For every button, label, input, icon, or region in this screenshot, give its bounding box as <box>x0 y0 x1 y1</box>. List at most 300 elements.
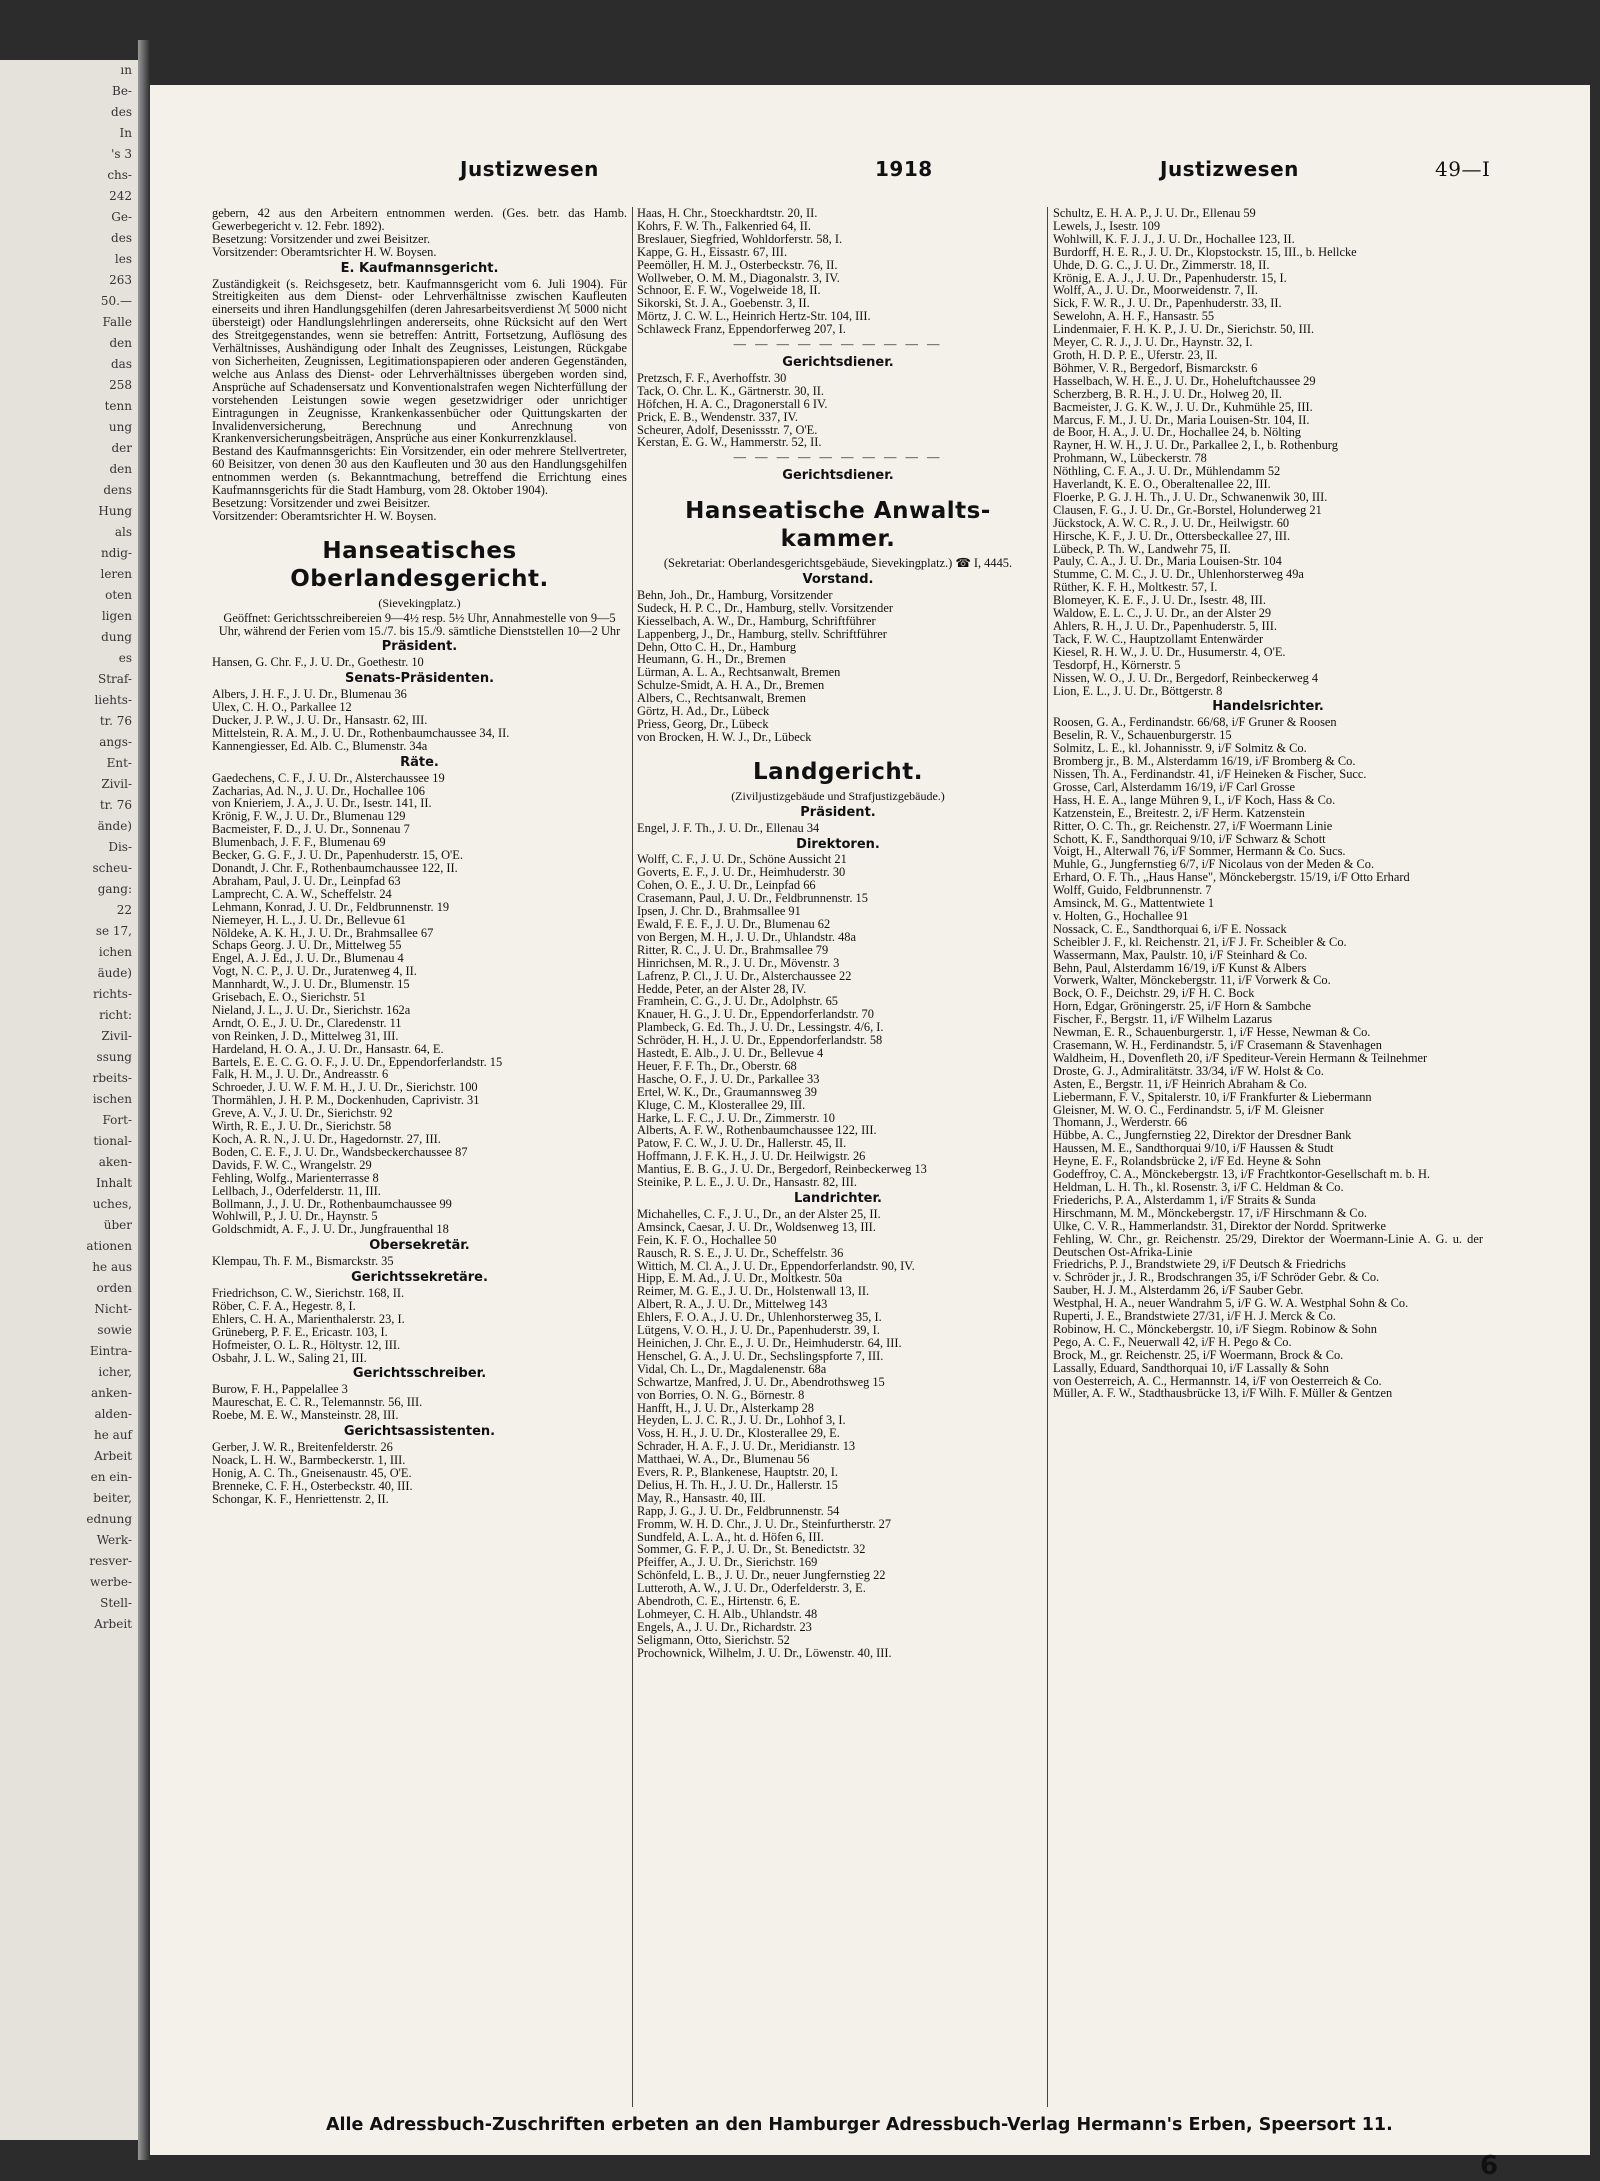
list-entry: Haas, H. Chr., Stoeckhardtstr. 20, II. <box>637 206 818 220</box>
list-entry: Roosen, G. A., Ferdinandstr. 66/68, i/F Gruner & Roosen <box>1053 715 1337 730</box>
list-entry: Vorsitzender: Oberamtsrichter H. W. Boysen. <box>212 508 437 523</box>
prev-page-fragment: Falle <box>102 315 132 329</box>
list-entry: Knauer, H. G., J. U. Dr., Eppendorferlandstr. 70 <box>637 1007 874 1022</box>
list-entry: Solmitz, L. E., kl. Johannisstr. 9, i/F Solmitz & Co. <box>1053 741 1307 756</box>
list-entry: Grüneberg, P. F. E., Ericastr. 103, I. <box>212 1324 388 1339</box>
list-entry: Schongar, K. F., Henriettenstr. 2, II. <box>212 1491 389 1506</box>
list-entry: Osbahr, J. L. W., Saling 21, III. <box>212 1350 367 1365</box>
list-entry: Erhard, O. F. Th., „Haus Hanse", Mönckebergstr. 15/19, i/F Otto Erhard <box>1053 870 1410 885</box>
list-entry: Ipsen, J. Chr. D., Brahmsallee 91 <box>637 904 801 919</box>
prev-page-fragment: ischen <box>92 1092 132 1106</box>
list-entry: Nissen, Th. A., Ferdinandstr. 41, i/F Heineken & Fischer, Succ. <box>1053 766 1367 781</box>
list-entry: Kerstan, E. G. W., Hammerstr. 52, II. <box>637 435 822 450</box>
running-header <box>210 157 1540 189</box>
column-3 <box>1053 207 1483 2117</box>
prev-page-fragment: 258 <box>109 378 132 392</box>
header-right: Justizwesen <box>1160 157 1299 181</box>
prev-page-fragment: den <box>109 462 132 476</box>
list-entry: Wolff, Guido, Feldbrunnenstr. 7 <box>1053 883 1212 898</box>
prev-page-fragment: Zivil- <box>101 1029 132 1043</box>
list-entry: Kappe, G. H., Eissastr. 67, III. <box>637 244 788 259</box>
list-entry: Nöthling, C. F. A., J. U. Dr., Mühlendamm 52 <box>1053 464 1281 479</box>
list-entry: Heuer, F. F. Th., Dr., Oberstr. 68 <box>637 1058 797 1073</box>
list-entry: Blumenbach, J. F. F., Blumenau 69 <box>212 835 386 850</box>
list-entry: Schröder, H. H., J. U. Dr., Eppendorferlandstr. 58 <box>637 1033 883 1048</box>
prev-page-fragment: dung <box>101 630 132 644</box>
prev-page-fragment: richts- <box>92 987 132 1001</box>
list-entry: Lübeck, P. Th. W., Landwehr 75, II. <box>1053 541 1231 556</box>
list-entry: Amsinck, M. G., Mattentwiete 1 <box>1053 896 1215 911</box>
note: (Sekretariat: Oberlandesgerichtsgebäude, Sievekingplatz.) ☎ I, 4445. <box>663 556 1013 571</box>
list-entry: von Reinken, J. D., Mittelweg 31, III. <box>212 1028 399 1043</box>
list-entry: Liebermann, F. V., Spitalerstr. 10, i/F Frankfurter & Liebermann <box>1053 1089 1372 1104</box>
list-entry: Vidal, Ch. L., Dr., Magdalenenstr. 68a <box>637 1361 827 1376</box>
list-entry: Framhein, C. G., J. U. Dr., Adolphstr. 65 <box>637 994 839 1009</box>
list-entry: Steinike, P. L. E., J. U. Dr., Hansastr. 82, III. <box>637 1175 857 1190</box>
column-1 <box>212 207 627 2117</box>
list-entry: Kluge, C. M., Klosterallee 29, III. <box>637 1097 806 1112</box>
list-entry: Goldschmidt, A. F., J. U. Dr., Jungfrauenthal 18 <box>212 1222 449 1237</box>
list-entry: Nossack, C. E., Sandthorquai 6, i/F E. Nossack <box>1053 921 1287 936</box>
prev-page-fragment: der <box>111 441 132 455</box>
prev-page-fragment: ın <box>120 63 132 77</box>
prev-page-fragment: Ge- <box>111 210 132 224</box>
prev-page-fragment: orden <box>96 1281 132 1295</box>
list-entry: Lion, E. L., J. U. Dr., Böttgerstr. 8 <box>1053 683 1223 698</box>
list <box>212 497 627 523</box>
prev-page-fragment: Werk- <box>96 1533 132 1547</box>
list-entry: Brock, M., gr. Reichenstr. 25, i/F Woermann, Brock & Co. <box>1053 1347 1344 1362</box>
list-entry: Lellbach, J., Oderfelderstr. 11, III. <box>212 1183 381 1198</box>
prev-page-fragment: icher, <box>98 1365 132 1379</box>
list-entry: Fischer, F., Bergstr. 11, i/F Wilhelm Lazarus <box>1053 1012 1273 1027</box>
column-rule <box>1047 207 1048 2107</box>
subsection-heading: Präsident. <box>800 804 876 820</box>
list-entry: Kiesselbach, A. W., Dr., Hamburg, Schriftführer <box>637 613 876 628</box>
prev-page-fragment: anken- <box>90 1386 132 1400</box>
list-entry: Sundfeld, A. L. A., ht. d. Höfen 6, III. <box>637 1529 824 1544</box>
list-entry: Hoffmann, J. F. K. H., J. U. Dr. Heilwigstr. 26 <box>637 1149 866 1164</box>
list <box>637 822 1039 835</box>
list-entry: Stumme, C. M. C., J. U. Dr., Uhlenhorsterweg 49a <box>1053 567 1304 582</box>
list-entry: Haverlandt, K. E. O., Oberaltenallee 22, III. <box>1053 477 1271 492</box>
list-entry: Hastedt, E. Alb., J. U. Dr., Bellevue 4 <box>637 1046 824 1061</box>
prev-page-fragment: chs- <box>107 168 132 182</box>
list-entry: Röber, C. F. A., Hegestr. 8, I. <box>212 1298 356 1313</box>
list-entry: Pfeiffer, A., J. U. Dr., Sierichstr. 169 <box>637 1555 818 1570</box>
list-entry: Schönfeld, L. B., J. U. Dr., neuer Jungfernstieg 22 <box>637 1568 886 1583</box>
list-entry: Crasemann, Paul, J. U. Dr., Feldbrunnenstr. 15 <box>637 891 868 906</box>
list-entry: Schwartze, Manfred, J. U. Dr., Abendrothsweg 15 <box>637 1374 885 1389</box>
list <box>637 589 1039 744</box>
list-entry: Goverts, E. F., J. U. Dr., Heimhuderstr. 30 <box>637 865 846 880</box>
prev-page-fragment: ung <box>108 420 132 434</box>
prev-page-fragment: oten <box>105 588 132 602</box>
note: (Ziviljustizgebäude und Strafjustizgebäude.) <box>731 788 945 803</box>
list-entry: Abendroth, C. E., Hirtenstr. 6, E. <box>637 1594 801 1609</box>
list <box>212 1441 627 1506</box>
list-entry: Hinrichsen, M. R., J. U. Dr., Mövenstr. 3 <box>637 955 840 970</box>
list-entry: Prochownick, Wilhelm, J. U. Dr., Löwenstr. 40, III. <box>637 1645 892 1660</box>
major-heading <box>637 497 1039 553</box>
list-entry: Kiesel, R. H. W., J. U. Dr., Husumerstr. 4, O'E. <box>1053 644 1286 659</box>
list-entry: Tesdorpf, H., Körnerstr. 5 <box>1053 657 1181 672</box>
list-entry: Tack, O. Chr. L. K., Gärtnerstr. 30, II. <box>637 383 825 398</box>
list-entry: Asten, E., Bergstr. 11, i/F Heinrich Abraham & Co. <box>1053 1076 1307 1091</box>
list-entry: Scheurer, Adolf, Desenissstr. 7, O'E. <box>637 422 818 437</box>
list-entry: Priess, Georg, Dr., Lübeck <box>637 717 769 731</box>
list-entry: Marcus, F. M., J. U. Dr., Maria Louisen-Str. 104, II. <box>1053 412 1310 427</box>
prev-page-fragment: tr. 76 <box>99 798 132 812</box>
list-entry: von Bergen, M. H., J. U. Dr., Uhlandstr. 48a <box>637 929 857 944</box>
subsection-heading: Gerichtsschreiber. <box>352 1366 487 1382</box>
list-entry: Sauber, H. J. M., Alsterdamm 26, i/F Sauber Gebr. <box>1053 1283 1304 1298</box>
separator: — — — — — — — — — — <box>733 337 943 352</box>
prev-page-fragment: gang: <box>97 882 132 896</box>
note: (Sievekingplatz.) <box>378 595 461 610</box>
list-entry: Ritter, R. C., J. U. Dr., Brahmsallee 79 <box>637 942 829 957</box>
list-entry: Schultz, E. H. A. P., J. U. Dr., Ellenau 59 <box>1053 206 1256 220</box>
list-entry: Pego, A. C. F., Neuerwall 42, i/F H. Pego & Co. <box>1053 1334 1292 1349</box>
list-entry: Robinow, H. C., Mönckebergstr. 10, i/F Siegm. Robinow & Sohn <box>1053 1321 1377 1336</box>
list-entry: Wollweber, O. M. M., Diagonalstr. 3, IV. <box>637 270 840 285</box>
prev-page-fragment: Inhalt <box>95 1176 132 1190</box>
list-entry: Seligmann, Otto, Sierichstr. 52 <box>637 1632 790 1647</box>
subsection-heading: Vorstand. <box>802 572 874 588</box>
list-entry: Godeffroy, C. A., Mönckebergstr. 13, i/F Frachtkontor-Gesellschaft m. b. H. <box>1053 1167 1431 1182</box>
list-entry: Lassally, Eduard, Sandthorquai 10, i/F Lassally & Sohn <box>1053 1360 1329 1375</box>
list-entry: Lohmeyer, C. H. Alb., Uhlandstr. 48 <box>637 1607 818 1621</box>
prev-page-fragment: uches, <box>92 1197 132 1211</box>
list-entry: Ehlers, F. O. A., J. U. Dr., Uhlenhorsterweg 35, I. <box>637 1310 882 1325</box>
prev-page-fragment: richt: <box>99 1008 132 1022</box>
list-entry: Wohlwill, P., J. U. Dr., Haynstr. 5 <box>212 1209 378 1224</box>
prev-page-fragment: 242 <box>109 189 132 203</box>
list-entry: Wolff, C. F., J. U. Dr., Schöne Aussicht 21 <box>637 852 847 867</box>
list-entry: Patow, F. C. W., J. U. Dr., Hallerstr. 45, II. <box>637 1136 847 1151</box>
list-entry: Lafrenz, P. Cl., J. U. Dr., Alsterchaussee 22 <box>637 968 852 983</box>
list-entry: v. Schröder jr., J. R., Brodschrangen 35, i/F Schröder Gebr. & Co. <box>1053 1270 1380 1285</box>
list-entry: Bollmann, J., J. U. Dr., Rothenbaumchaussee 99 <box>212 1196 452 1211</box>
list-entry: Delius, H. Th. H., J. U. Dr., Hallerstr. 15 <box>637 1477 838 1492</box>
list <box>1053 716 1483 1400</box>
list-entry: Krönig, E. A. J., J. U. Dr., Papenhuderstr. 15, I. <box>1053 270 1287 285</box>
list-entry: Hansen, G. Chr. F., J. U. Dr., Goethestr. 10 <box>212 655 424 670</box>
list-entry: Boden, C. E. F., J. U. Dr., Wandsbeckerchaussee 87 <box>212 1144 468 1159</box>
prev-page-fragment: sowie <box>97 1323 132 1337</box>
list-entry: Grisebach, E. O., Sierichstr. 51 <box>212 990 366 1005</box>
prev-page-fragment: liehts- <box>94 693 132 707</box>
list-entry: Blomeyer, K. E. F., J. U. Dr., Isestr. 48, III. <box>1053 593 1266 608</box>
page-number: 49—I <box>1435 157 1491 181</box>
list-entry: Rapp, J. G., J. U. Dr., Feldbrunnenstr. 54 <box>637 1503 840 1518</box>
list-entry: Horn, Edgar, Gröningerstr. 25, i/F Horn & Sambche <box>1053 999 1311 1014</box>
opening-hours: Geöffnet: Gerichtsschreibereien 9—4½ resp. 5½ Uhr, Annahmestelle von 9—5 Uhr, während der Ferien vom 15./7. bis 15./9. sämtliche Dienststellen 10—2 Uhr <box>218 610 621 638</box>
list-entry: Lindenmaier, F. H. K. P., J. U. Dr., Sierichstr. 50, III. <box>1053 322 1315 337</box>
list-entry: Wirth, R. E., J. U. Dr., Sierichstr. 58 <box>212 1119 392 1134</box>
list-entry: Gerber, J. W. R., Breitenfelderstr. 26 <box>212 1439 393 1454</box>
list-entry: Sikorski, St. J. A., Goebenstr. 3, II. <box>637 296 810 311</box>
subsection-heading: Handelsrichter. <box>1212 699 1324 715</box>
list-entry: Dehn, Otto C. H., Dr., Hamburg <box>637 639 797 654</box>
list-entry: Fehling, W. Chr., gr. Reichenstr. 25/29, Direktor der Woermann-Linie A. G. u. der Deutschen Ost-Afrika-Linie <box>1053 1231 1483 1259</box>
prev-page-fragment: 50.— <box>100 294 132 308</box>
list-entry: Lehmann, Konrad, J. U. Dr., Feldbrunnenstr. 19 <box>212 899 450 914</box>
list-entry: Schnoor, E. F. W., Vogelweide 18, II. <box>637 283 821 298</box>
list-entry: Peemöller, H. M. J., Osterbeckstr. 76, II. <box>637 257 838 272</box>
list-entry: Kannengiesser, Ed. Alb. C., Blumenstr. 34a <box>212 738 428 753</box>
list-entry: Amsinck, Caesar, J. U. Dr., Woldsenweg 13, III. <box>637 1219 876 1234</box>
list-entry: Reimer, M. G. E., J. U. Dr., Holstenwall 13, II. <box>637 1284 870 1299</box>
list-entry: Grosse, Carl, Alsterdamm 16/19, i/F Carl Grosse <box>1053 779 1295 794</box>
list-entry: Davids, F. W. C., Wrangelstr. 29 <box>212 1157 372 1172</box>
prev-page-fragment: als <box>114 525 132 539</box>
list-entry: Voss, H. H., J. U. Dr., Klosterallee 29, E. <box>637 1426 840 1441</box>
prev-page-fragment: alden- <box>94 1407 132 1421</box>
prev-page-fragment: rbeits- <box>92 1071 132 1085</box>
section-heading: E. Kaufmannsgericht. <box>340 260 499 276</box>
list-entry: Ertel, W. K., Dr., Graumannsweg 39 <box>637 1084 817 1099</box>
list-entry: Müller, A. F. W., Stadthausbrücke 13, i/F Wilh. F. Müller & Gentzen <box>1053 1386 1393 1401</box>
list-entry: Hofmeister, O. L. R., Höltystr. 12, III. <box>212 1337 401 1352</box>
prev-page-fragment: ationen <box>86 1239 132 1253</box>
major-heading-line: Hanseatisches <box>322 537 517 564</box>
list-entry: Engel, J. F. Th., J. U. Dr., Ellenau 34 <box>637 820 820 835</box>
page <box>150 85 1590 2181</box>
list <box>212 1383 627 1422</box>
list-entry: Clausen, F. G., J. U. Dr., Gr.-Borstel, Holunderweg 21 <box>1053 502 1322 517</box>
prev-page-fragment: Be- <box>112 84 132 98</box>
list-entry: Becker, G. G. F., J. U. Dr., Papenhuderstr. 15, O'E. <box>212 848 463 863</box>
list-entry: Ducker, J. P. W., J. U. Dr., Hansastr. 62, III. <box>212 713 428 727</box>
list-entry: Haussen, M. E., Sandthorquai 9/10, i/F Haussen & Studt <box>1053 1141 1334 1156</box>
list-entry: Hirsche, K. F., J. U. Dr., Ottersbeckallee 27, III. <box>1053 528 1291 543</box>
list-entry: May, R., Hansastr. 40, III. <box>637 1490 766 1505</box>
prev-page-fragment: resver- <box>89 1554 132 1568</box>
gewerbegericht-tail: gebern, 42 aus den Arbeitern entnommen werden. (Ges. betr. das Hamb. Gewerbegericht v. 12. Febr. 1892). <box>212 206 627 233</box>
list-entry: Meyer, C. R. J., J. U. Dr., Haynstr. 32, I. <box>1053 335 1253 350</box>
paragraph: Bestand des Kaufmannsgerichts: Ein Vorsitzender, ein oder mehrere Stellvertreter, 60 Beisitzer, von denen 30 aus den Kaufleuten und 30 aus den Handlungsgehilfen entnommen werden (s. Bekanntmachung, betreffend die Errichtung eines Kaufmannsgerichts für die Stadt Hamburg, vom 28. Oktober 1904). <box>212 444 627 498</box>
list-entry: Maureschat, E. C. R., Telemannstr. 56, III. <box>212 1395 423 1410</box>
subsection-heading: Gerichtsassistenten. <box>343 1424 496 1440</box>
list-entry: Thomann, J., Werderstr. 66 <box>1053 1115 1188 1130</box>
list-entry: Hardeland, H. O. A., J. U. Dr., Hansastr. 64, E. <box>212 1041 444 1056</box>
list-entry: Schott, K. F., Sandthorquai 9/10, i/F Schwarz & Schott <box>1053 831 1326 846</box>
list-entry: Ulke, C. V. R., Hammerlandstr. 31, Direktor der Nordd. Spritwerke <box>1053 1218 1387 1233</box>
list-entry: Zacharias, Ad. N., J. U. Dr., Hochallee 106 <box>212 783 425 798</box>
list-entry: Lutteroth, A. W., J. U. Dr., Oderfelderstr. 3, E. <box>637 1581 866 1596</box>
list-entry: Pauly, C. A., J. U. Dr., Maria Louisen-Str. 104 <box>1053 554 1282 569</box>
major-heading: Landgericht. <box>752 758 924 785</box>
list-entry: Westphal, H. A., neuer Wandrahm 5, i/F G. W. A. Westphal Sohn & Co. <box>1053 1296 1409 1311</box>
previous-page-edge <box>0 60 138 2140</box>
list-entry: Ewald, F. E. F., J. U. Dr., Blumenau 62 <box>637 916 831 931</box>
list-entry: Kohrs, F. W. Th., Falkenried 64, II. <box>637 218 811 233</box>
prev-page-fragment: he auf <box>94 1428 132 1442</box>
list-entry: Behn, Joh., Dr., Hamburg, Vorsitzender <box>637 587 833 602</box>
prev-page-fragment: ednung <box>86 1512 132 1526</box>
list-entry: Waldow, E. L. C., J. U. Dr., an der Alster 29 <box>1053 606 1272 621</box>
list <box>637 372 1039 449</box>
list <box>637 853 1039 1189</box>
prev-page-fragment: werbe- <box>90 1575 132 1589</box>
list-entry: Mantius, E. B. G., J. U. Dr., Bergedorf, Reinbeckerweg 13 <box>637 1162 927 1177</box>
list-entry: Katzenstein, E., Breitestr. 2, i/F Herm. Katzenstein <box>1053 805 1305 820</box>
list-entry: Engel, A. J. Ed., J. U. Dr., Blumenau 4 <box>212 951 404 966</box>
list <box>212 233 627 259</box>
prev-page-fragment: angs- <box>99 735 132 749</box>
list-entry: Koch, A. R. N., J. U. Dr., Hagedornstr. 27, III. <box>212 1132 441 1146</box>
prev-page-fragment: Zivil- <box>101 777 132 791</box>
prev-page-fragment: des <box>111 231 132 245</box>
list-entry: Besetzung: Vorsitzender und zwei Beisitzer. <box>212 231 431 246</box>
prev-page-fragment: Stell- <box>100 1596 132 1610</box>
list-entry: Albers, C., Rechtsanwalt, Bremen <box>637 691 806 706</box>
list-entry: Hipp, E. M. Ad., J. U. Dr., Moltkestr. 50a <box>637 1271 843 1286</box>
list-entry: Hirschmann, M. M., Mönckebergstr. 17, i/F Hirschmann & Co. <box>1053 1205 1367 1220</box>
prev-page-fragment: In <box>119 126 132 140</box>
list-entry: Waldheim, H., Dovenfleth 20, i/F Spediteur-Verein Hermann & Teilnehmer <box>1053 1050 1428 1065</box>
list-entry: Wassermann, Max, Paulstr. 10, i/F Steinhard & Co. <box>1053 947 1308 962</box>
prev-page-fragment: es <box>118 651 132 665</box>
list-entry: Schroeder, J. U. W. F. M. H., J. U. Dr., Sierichstr. 100 <box>212 1080 478 1095</box>
list-entry: Ahlers, R. H., J. U. Dr., Papenhuderstr. 5, III. <box>1053 619 1278 633</box>
list-entry: von Oesterreich, A. C., Hermannstr. 14, i/F von Oesterreich & Co. <box>1053 1373 1382 1388</box>
list-entry: Cohen, O. E., J. U. Dr., Leinpfad 66 <box>637 878 816 893</box>
list-entry: Friedrichs, P. J., Brandstwiete 29, i/F Deutsch & Friedrichs <box>1053 1257 1346 1272</box>
list-entry: de Boor, H. A., J. U. Dr., Hochallee 24, b. Nölting <box>1053 425 1301 440</box>
prev-page-fragment: les <box>114 252 132 266</box>
list-entry: Droste, G. J., Admiralitätstr. 33/34, i/F W. Holst & Co. <box>1053 1063 1324 1078</box>
list-entry: Heyne, E. F., Rolandsbrücke 2, i/F Ed. Heyne & Sohn <box>1053 1154 1321 1169</box>
list-entry: Lütgens, V. O. H., J. U. Dr., Papenhuderstr. 39, I. <box>637 1323 880 1338</box>
list-entry: Bromberg jr., B. M., Alsterdamm 16/19, i/F Bromberg & Co. <box>1053 754 1356 769</box>
list-entry: Scherzberg, B. R. H., J. U. Dr., Holweg 20, II. <box>1053 386 1282 401</box>
footer-number: 6 <box>1480 2151 1499 2181</box>
list-entry: Görtz, H. Ad., Dr., Lübeck <box>637 704 770 719</box>
list-entry: Sewelohn, A. H. F., Hansastr. 55 <box>1053 309 1215 324</box>
list <box>212 656 627 669</box>
list-entry: Mittelstein, R. A. M., J. U. Dr., Rothenbaumchaussee 34, II. <box>212 725 510 740</box>
list-entry: Friedrichson, C. W., Sierichstr. 168, II. <box>212 1285 405 1300</box>
prev-page-fragment: 22 <box>116 903 132 917</box>
prev-page-fragment: des <box>111 105 132 119</box>
prev-page-fragment: scheu- <box>92 861 132 875</box>
list-entry: Voigt, H., Alterwall 76, i/F Sommer, Hermann & Co. Sucs. <box>1053 844 1346 859</box>
prev-page-fragment: Hung <box>98 504 132 518</box>
list-entry: Pretzsch, F. F., Averhoffstr. 30 <box>637 370 787 385</box>
list-entry: Fein, K. F. O., Hochallee 50 <box>637 1232 777 1247</box>
list-entry: Falk, H. M., J. U. Dr., Andreasstr. 6 <box>212 1067 389 1082</box>
list-entry: Nöldeke, A. K. H., J. U. Dr., Brahmsallee 67 <box>212 925 434 940</box>
list-entry: Sommer, G. F. P., J. U. Dr., St. Benedictstr. 32 <box>637 1542 866 1557</box>
list-entry: Scheibler J. F., kl. Reichenstr. 21, i/F J. Fr. Scheibler & Co. <box>1053 934 1347 949</box>
major-heading <box>212 537 627 593</box>
list-entry: Rüther, K. F. H., Moltkestr. 57, I. <box>1053 580 1218 595</box>
list-entry: Lewels, J., Isestr. 109 <box>1053 218 1161 233</box>
list-entry: Tack, F. W. C., Hauptzollamt Entenwärder <box>1053 631 1264 646</box>
list-entry: Rayner, H. W. H., J. U. Dr., Parkallee 2, I., b. Rothenburg <box>1053 438 1338 453</box>
prev-page-fragment: ligen <box>101 609 132 623</box>
column-rule <box>632 207 633 2107</box>
list-entry: Bartels, E. E. C. G. O. F., J. U. Dr., Eppendorferlandstr. 15 <box>212 1054 503 1069</box>
list-entry: Bock, O. F., Deichstr. 29, i/F H. C. Bock <box>1053 986 1255 1001</box>
list-entry: Klempau, Th. F. M., Bismarckstr. 35 <box>212 1254 394 1269</box>
list-entry: Hübbe, A. C., Jungfernstieg 22, Direktor der Dresdner Bank <box>1053 1128 1352 1143</box>
list-entry: Heinichen, J. Chr. E., J. U. Dr., Heimhuderstr. 64, III. <box>637 1335 902 1350</box>
list-entry: Uhde, D. G. C., J. U. Dr., Zimmerstr. 18, II. <box>1053 257 1270 272</box>
prev-page-fragment: tr. 76 <box>99 714 132 728</box>
prev-page-fragment: Straf- <box>97 672 132 686</box>
list-entry: Vorwerk, Walter, Mönckebergstr. 11, i/F Vorwerk & Co. <box>1053 973 1331 988</box>
list-entry: Höfchen, H. A. C., Dragonerstall 6 IV. <box>637 396 828 411</box>
subsection-heading: Räte. <box>400 754 439 770</box>
list-entry: Heldman, L. H. Th., kl. Rosenstr. 3, i/F C. Heldman & Co. <box>1053 1179 1344 1194</box>
list-entry: Heumann, G. H., Dr., Bremen <box>637 652 786 667</box>
separator: — — — — — — — — — — <box>733 450 943 465</box>
list-entry: Evers, R. P., Blankenese, Hauptstr. 20, I. <box>637 1465 838 1480</box>
list-entry: Lürman, A. L. A., Rechtsanwalt, Bremen <box>637 665 841 680</box>
major-heading-line: Oberlandesgericht. <box>290 565 549 592</box>
prev-page-fragment: Nicht- <box>94 1302 132 1316</box>
list-entry: Floerke, P. G. J. H. Th., J. U. Dr., Schwanenwik 30, III. <box>1053 489 1328 504</box>
list-entry: Wolff, A., J. U. Dr., Moorweidenstr. 7, II. <box>1053 283 1258 298</box>
list-entry: Hedde, Peter, an der Alster 28, IV. <box>637 981 807 996</box>
list-entry: Schulze-Smidt, A. H. A., Dr., Bremen <box>637 678 825 693</box>
list-entry: Burdorff, H. E. R., J. U. Dr., Klopstockstr. 15, III., b. Hellcke <box>1053 244 1357 259</box>
list-entry: Burow, F. H., Pappelallee 3 <box>212 1382 348 1397</box>
list-entry: Mörtz, J. C. W. L., Heinrich Hertz-Str. 104, III. <box>637 309 871 324</box>
subsection-heading: Landrichter. <box>794 1191 882 1206</box>
list-entry: Bacmeister, J. G. K. W., J. U. Dr., Kuhmühle 25, III. <box>1053 399 1313 414</box>
list-entry: Breslauer, Siegfried, Wohldorferstr. 58, I. <box>637 231 843 246</box>
list-entry: Besetzung: Vorsitzender und zwei Beisitzer. <box>212 495 431 510</box>
list-entry: Mannhardt, W., J. U. Dr., Blumenstr. 15 <box>212 977 410 992</box>
prev-page-fragment: dens <box>103 483 132 497</box>
prev-page-fragment: ichen <box>98 945 132 959</box>
list <box>637 207 1039 336</box>
prev-page-fragment: se 17, <box>95 924 132 938</box>
list-entry: Muhle, G., Jungfernstieg 6/7, i/F Nicolaus von der Meden & Co. <box>1053 857 1375 872</box>
subsection-heading: Gerichtssekretäre. <box>351 1270 488 1286</box>
list-entry: Sick, F. W. R., J. U. Dr., Papenhuderstr. 33, II. <box>1053 296 1282 311</box>
list-entry: Nieland, J. L., J. U. Dr., Sierichstr. 162a <box>212 1002 411 1017</box>
list-entry: Bacmeister, F. D., J. U. Dr., Sonnenau 7 <box>212 822 410 837</box>
major-heading-line: Hanseatische Anwalts- <box>685 498 991 525</box>
list-entry: Greve, A. V., J. U. Dr., Sierichstr. 92 <box>212 1106 393 1121</box>
list-entry: Lappenberg, J., Dr., Hamburg, stellv. Schriftführer <box>637 626 887 641</box>
list-entry: Böhmer, V. R., Bergedorf, Bismarckstr. 6 <box>1053 360 1258 375</box>
list-entry: Donandt, J. Chr. F., Rothenbaumchaussee 122, II. <box>212 860 458 875</box>
list-entry: Schrader, H. A. F., J. U. Dr., Meridianstr. 13 <box>637 1439 856 1454</box>
list <box>637 1208 1039 1660</box>
prev-page-fragment: den <box>109 336 132 350</box>
list <box>1053 207 1483 697</box>
list-entry: Schaps Georg. J. U. Dr., Mittelweg 55 <box>212 938 402 953</box>
list-entry: Thormählen, J. H. P. M., Dockenhuden, Caprivistr. 31 <box>212 1093 480 1108</box>
list-entry: Alberts, A. F. W., Rothenbaumchaussee 122, III. <box>637 1123 877 1138</box>
subsection-heading: Senats-Präsidenten. <box>344 671 495 687</box>
subsection-heading: Gerichtsdiener. <box>782 468 894 484</box>
header-year: 1918 <box>875 157 933 181</box>
list-entry: Fehling, Wolfg., Marienterrasse 8 <box>212 1170 379 1185</box>
list-entry: Jückstock, A. W. C. R., J. U. Dr., Heilwigstr. 60 <box>1053 515 1290 530</box>
list-entry: Hanfft, H., J. U. Dr., Alsterkamp 28 <box>637 1400 815 1415</box>
list-entry: Arndt, O. E., J. U. Dr., Claredenstr. 11 <box>212 1015 402 1030</box>
list-entry: Vorsitzender: Oberamtsrichter H. W. Boysen. <box>212 244 437 259</box>
prev-page-fragment: Arbeit <box>94 1617 132 1631</box>
prev-page-fragment: 's 3 <box>111 147 132 161</box>
